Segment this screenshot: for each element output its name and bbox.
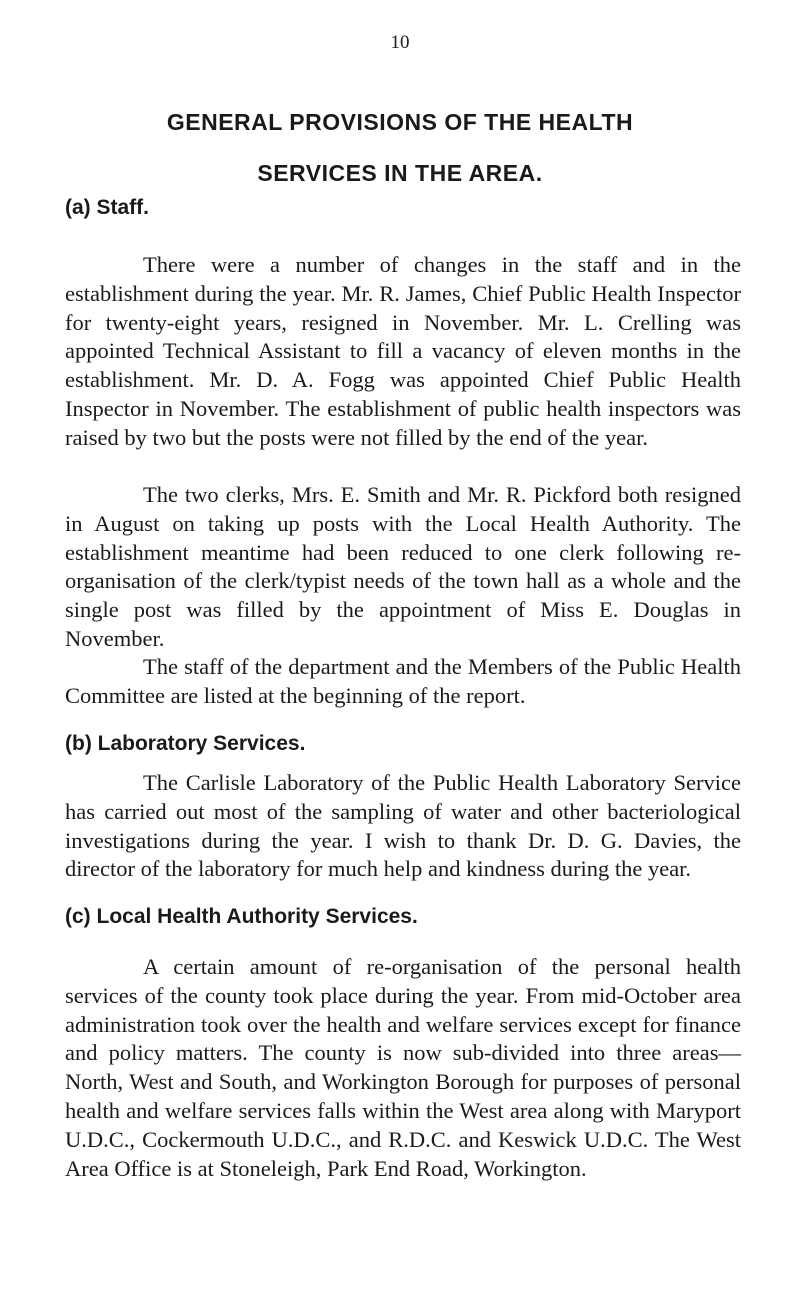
paragraph-laboratory: The Carlisle Laboratory of the Public Health Laboratory Service has carried out most of the sampling of water and other bacteriological investigations during the year. I wish to thank Dr. D. G. Davies, the director of the laboratory for much help and kindness during the year.	[65, 770, 741, 882]
section-heading-local-health: (c) Local Health Authority Services.	[65, 905, 418, 928]
section-heading-staff: (a) Staff.	[65, 196, 149, 219]
page-title-line-1: GENERAL PROVISIONS OF THE HEALTH	[166, 109, 634, 135]
section-heading-laboratory: (b) Laboratory Services.	[65, 732, 306, 755]
paragraph-local-health: A certain amount of re-organisation of the personal health services of the county took place during the year. From mid-October area administration took over the health and welfare services except for finance and policy matters. The county is now sub-divided into three areas—North, West and South, and Workington Borough for purposes of personal health and welfare services falls within the West area along with Maryport U.D.C., Cockermouth U.D.C., and R.D.C. and Keswick U.D.C. The West Area Office is at Stoneleigh, Park End Road, Workington.	[65, 954, 741, 1181]
page-number: 10	[390, 32, 410, 53]
page-title-line-2: SERVICES IN THE AREA.	[257, 160, 543, 186]
paragraph-staff-changes: There were a number of changes in the staff and in the establishment during the year. Mr. R. James, Chief Public Health Inspector for twenty-eight years, resigned in November. Mr. L. Crelling was appointed Technical Assistant to fill a vacancy of eleven months in the establishment. Mr. D. A. Fogg was appointed Chief Public Health Inspector in November. The establishment of public health inspectors was raised by two but the posts were not filled by the end of the year.	[65, 252, 741, 450]
paragraph-staff-listing: The staff of the department and the Members of the Public Health Committee are listed at the beginning of the report.	[65, 654, 741, 708]
paragraph-clerks: The two clerks, Mrs. E. Smith and Mr. R. Pickford both resigned in August on taking up posts with the Local Health Authority. The establishment meantime had been reduced to one clerk following re-organisation of the clerk/typist needs of the town hall as a whole and the single post was filled by the appointment of Miss E. Douglas in November.	[65, 482, 741, 651]
